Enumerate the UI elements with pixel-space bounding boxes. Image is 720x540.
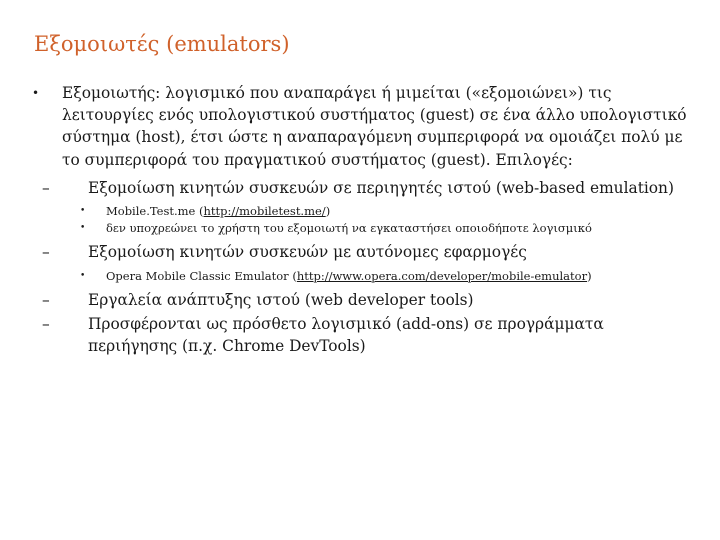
bullet-icon: •: [80, 223, 86, 234]
main-bullet-text: λογισμικό που αναπαράγει ή μιμείται («εξομοιώνει») τις λειτουργίες ενός υπολογιστικού συστήματος (guest) σε ένα άλλο υπολογιστικό σύστημα (host), έτσι ώστε η αναπαραγόμενη συμπεριφορά να ομοιάζει πολύ με το συμπεριφορά του πραγματικού συστήματος (guest). Επιλογές:: [62, 84, 687, 169]
main-bullet-term: Εξομοιωτής:: [62, 84, 161, 102]
dash-icon: –: [42, 178, 50, 197]
mobiletest-link[interactable]: http://mobiletest.me/: [203, 204, 326, 219]
item-suffix: ): [587, 268, 592, 283]
list-item-opera-emulator: [58, 268, 692, 285]
item-prefix: Opera Mobile Classic Emulator (: [106, 268, 297, 283]
sub-bullet-devtools: [42, 289, 692, 311]
sub-bullet-addons: [42, 313, 692, 358]
bullet-icon: •: [80, 206, 86, 217]
item-suffix: ): [325, 204, 331, 219]
main-bullet: [32, 82, 692, 171]
list-item-no-install: [58, 220, 692, 237]
sub2-items: [32, 268, 692, 285]
sub-bullet-text: Εξομοίωση κινητών συσκευών με αυτόνομες εφαρμογές: [88, 243, 527, 262]
item-prefix: Mobile.Test.me (: [106, 204, 204, 219]
sub-bullet-web-emulation: [42, 177, 692, 199]
bullet-icon: •: [32, 86, 40, 100]
dash-icon: –: [42, 315, 50, 334]
item-text: δεν υποχρεώνει το χρήστη του εξομοιωτή να εγκαταστήσει οποιοδήποτε λογισμικό: [106, 221, 592, 236]
dash-icon: –: [42, 243, 50, 262]
sub-bullet-text: Εργαλεία ανάπτυξης ιστού (web developer tools): [88, 290, 474, 309]
sub-bullet-standalone-apps: [42, 241, 692, 263]
slide-content: [32, 82, 692, 358]
opera-emulator-link[interactable]: http://www.opera.com/developer/mobile-emulator: [296, 268, 588, 283]
dash-icon: –: [42, 290, 50, 309]
sub1-items: [32, 203, 692, 237]
list-item-mobiletest: [58, 203, 692, 220]
sub-bullet-text: Προσφέρονται ως πρόσθετο λογισμικό (add-ons) σε προγράμματα περιήγησης (π.χ. Chrome DevTools): [88, 315, 604, 356]
bullet-icon: •: [80, 270, 86, 281]
sub-bullet-text: Εξομοίωση κινητών συσκευών σε περιηγητές ιστού (web-based emulation): [88, 178, 674, 197]
slide-title: Εξομοιωτές (emulators): [34, 32, 290, 56]
